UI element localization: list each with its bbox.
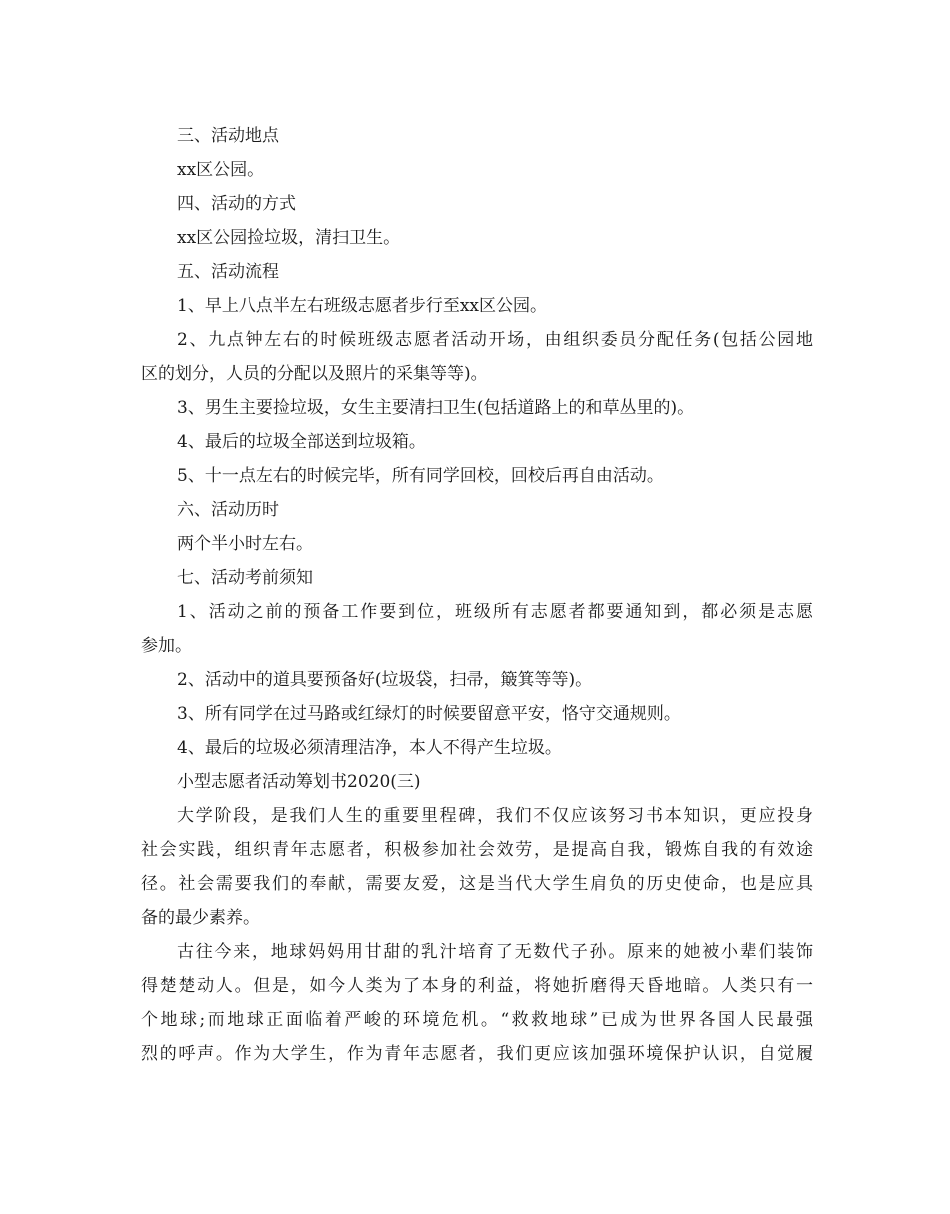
paragraph-line: 两个半小时左右。 (177, 534, 313, 554)
list-item: 5、十一点左右的时候完毕，所有同学回校，回校后再自由活动。 (177, 466, 664, 486)
paragraph-line: 古往今来，地球妈妈用甘甜的乳汁培育了无数代子孙。原来的她被小辈们装饰 (177, 942, 813, 962)
section-heading-duration: 六、活动历时 (177, 500, 279, 520)
paragraph-line: 大学阶段，是我们人生的重要里程碑，我们不仅应该努习书本知识，更应投身 (177, 806, 813, 826)
list-item: 1、活动之前的预备工作要到位，班级所有志愿者都要通知到，都必须是志愿 (177, 602, 813, 622)
list-item: 3、所有同学在过马路或红绿灯的时候要留意平安，恪守交通规则。 (177, 704, 681, 724)
paragraph-line: xx区公园捡垃圾，清扫卫生。 (177, 228, 401, 248)
list-item: 3、男生主要捡垃圾，女生主要清扫卫生(包括道路上的和草丛里的)。 (177, 398, 695, 418)
list-item: 2、活动中的道具要预备好(垃圾袋，扫帚，簸箕等等)。 (177, 670, 593, 690)
document-subtitle: 小型志愿者活动筹划书2020(三) (177, 772, 421, 792)
list-item-continuation: 参加。 (141, 636, 192, 656)
list-item: 4、最后的垃圾全部送到垃圾箱。 (177, 432, 426, 452)
paragraph-line: 得楚楚动人。但是，如今人类为了本身的利益，将她折磨得天昏地暗。人类只有一 (141, 976, 813, 996)
document-body (141, 119, 813, 1071)
section-heading-notes: 七、活动考前须知 (177, 568, 313, 588)
paragraph-line: 个地球;而地球正面临着严峻的环境危机。“救救地球”已成为世界各国人民最强 (141, 1010, 813, 1030)
paragraph-line: 备的最少素养。 (141, 908, 260, 928)
section-heading-method: 四、活动的方式 (177, 194, 296, 214)
list-item: 2、九点钟左右的时候班级志愿者活动开场，由组织委员分配任务(包括公园地 (177, 330, 813, 350)
paragraph-line: 烈的呼声。作为大学生，作为青年志愿者，我们更应该加强环境保护认识，自觉履 (141, 1044, 813, 1064)
list-item: 4、最后的垃圾必须清理洁净，本人不得产生垃圾。 (177, 738, 562, 758)
paragraph-line: xx区公园。 (177, 160, 265, 180)
section-heading-process: 五、活动流程 (177, 262, 279, 282)
paragraph-line: 社会实践，组织青年志愿者，积极参加社会效劳，是提高自我，锻炼自我的有效途 (141, 840, 813, 860)
list-item-continuation: 区的划分，人员的分配以及照片的采集等等)。 (141, 364, 488, 384)
paragraph-line: 径。社会需要我们的奉献，需要友爱，这是当代大学生肩负的历史使命，也是应具 (141, 874, 813, 894)
section-heading-location: 三、活动地点 (177, 126, 279, 146)
list-item: 1、早上八点半左右班级志愿者步行至xx区公园。 (177, 296, 547, 316)
